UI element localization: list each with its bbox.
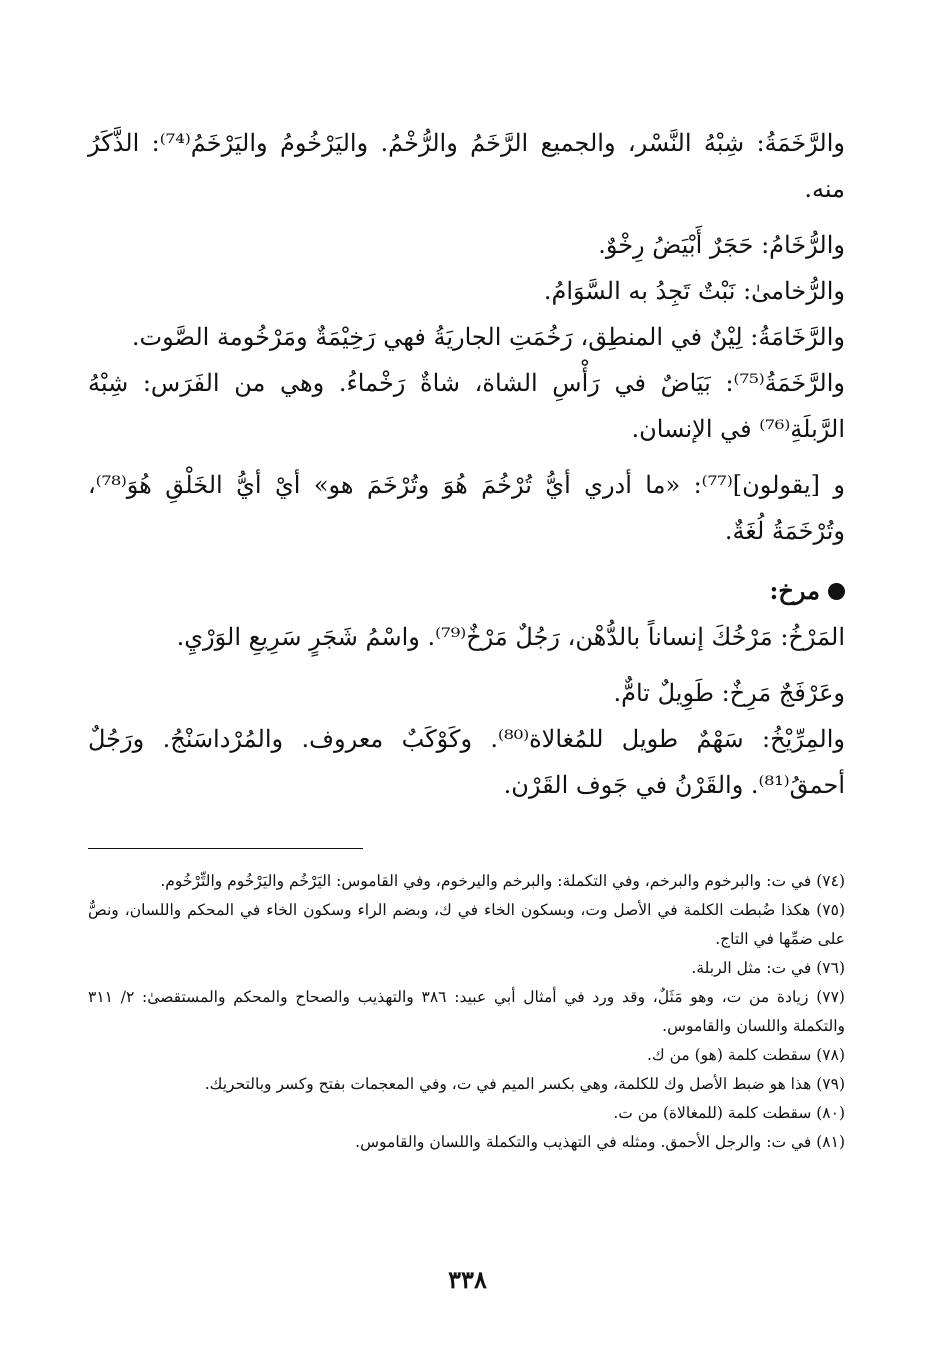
footnote: (٧٧) زيادة من ت، وهو مَثَلٌ، وقد ورد في أمثال أبي عبيد: ٣٨٦ والتهذيب والصحاح والمحكم والمستقصىٰ: ٢/ ٣١١ والتكملة واللسان والقاموس. <box>88 988 845 1035</box>
entry-rakhama: والرَّخَمَةُ: شِبْهُ النَّسْر، والجميع الرَّخَمُ والرُّخْمُ. واليَرْخُومُ واليَرْخَمُ⁽⁷⁴⁾: الذَّكَرُ منه. <box>88 129 845 203</box>
footnote: (٧٦) في ت: مثل الربلة. <box>691 959 845 977</box>
entry-arfaj: وعَرْفَجٌ مَرِخٌ: طَوِيلٌ تامٌّ. <box>613 679 845 707</box>
section-heading <box>88 568 845 614</box>
section-heading-text: مرخ: <box>769 576 820 605</box>
entry-rakhama-sheep: والرَّخَمَةُ⁽⁷⁵⁾: بَيَاضٌ في رَأْسِ الشاة، شاةٌ رَخْماءُ. وهي من الفَرَس: شِبْهُ الرَّبلَةِ⁽⁷⁶⁾ في الإنسان. <box>88 369 845 443</box>
entry-rukham: والرُّخَامُ: حَجَرٌ أَبْيَضُ رِخْوٌ. <box>598 231 845 259</box>
footnote: (٧٤) في ت: والبرخوم والبرخم، وفي التكملة: والبرخم واليرخوم، وفي القاموس: اليَرْخُم واليَرْخُوم والتِّرْخُوم. <box>160 872 845 890</box>
footnote: (٨٠) سقطت كلمة (للمغالاة) من ت. <box>613 1104 845 1122</box>
entry-mirrikh: والمِرِّيْخُ: سَهْمٌ طويل للمُغالاة⁽⁸⁰⁾. وكَوْكَبٌ معروف. والمُرْداسَنْجُ. ورَجُلٌ أحمقُ⁽⁸¹⁾. والقَرْنُ في جَوف القَرْن. <box>88 725 845 799</box>
footnote-divider <box>88 848 363 849</box>
bullet-icon <box>828 583 845 600</box>
entry-rakhama-speech: والرَّخَامَةُ: لِيْنٌ في المنطِق، رَخُمَتِ الجاريَةُ فهي رَخِيْمَةٌ ومَرْخُومة الصَّوت. <box>131 323 845 351</box>
footnote: (٧٥) هكذا ضُبطت الكلمة في الأصل وت، وبسكون الخاء في ك، وبضم الراء وسكون الخاء في المحكم واللسان، ونصٌّ على ضمِّها في التاج. <box>88 901 845 948</box>
entry-rukhama-plant: والرُّخامىٰ: نَبْتٌ تَجِدُ به السَّوَامُ. <box>543 277 845 305</box>
footnote: (٨١) في ت: والرجل الأحمق. ومثله في التهذيب والتكملة واللسان والقاموس. <box>355 1133 845 1151</box>
page-number: ٣٣٨ <box>448 1265 487 1294</box>
entry-marakh: المَرْخُ: مَرْخُكَ إنساناً بالدُّهْن، رَجُلٌ مَرْخٌ⁽⁷⁹⁾. واسْمُ شَجَرٍ سَرِيعِ الوَرْيِ. <box>176 623 845 651</box>
footnote: (٧٩) هذا هو ضبط الأصل وك للكلمة، وهي بكسر الميم في ت، وفي المعجمات بفتح وكسر وبالتحريك. <box>204 1075 845 1093</box>
footnotes <box>88 867 845 1157</box>
entry-proverb: و [يقولون]⁽⁷⁷⁾: «ما أدري أيُّ تُرْخُمَ هُوَ وتُرْخَمَ هو» أيْ أيُّ الخَلْقِ هُوَ⁽⁷⁸⁾، وتُرْخَمَةُ لُغَةٌ. <box>88 471 845 545</box>
main-text <box>88 120 845 808</box>
footnote: (٧٨) سقطت كلمة (هو) من ك. <box>646 1046 845 1064</box>
